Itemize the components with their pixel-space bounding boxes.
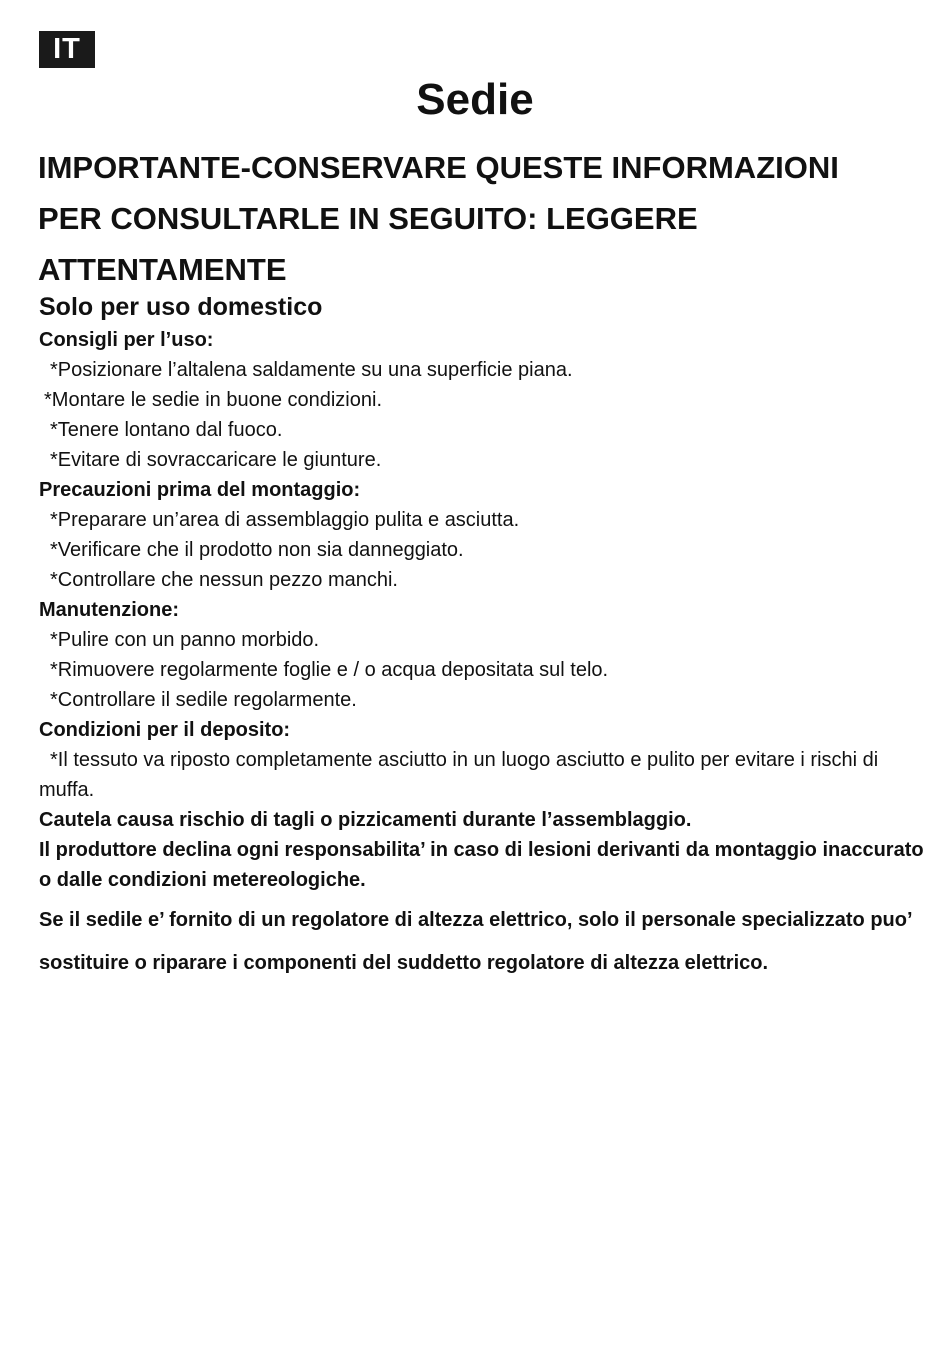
list-item: *Evitare di sovraccaricare le giunture. xyxy=(50,449,382,471)
list-item: *Pulire con un panno morbido. xyxy=(50,629,320,651)
subtitle: Solo per uso domestico xyxy=(39,293,323,321)
list-item: *Posizionare l’altalena saldamente su una superficie piana. xyxy=(50,359,573,381)
section-heading: Consigli per l’uso: xyxy=(39,329,214,351)
document-body xyxy=(39,290,924,985)
section-heading: Precauzioni prima del montaggio: xyxy=(39,479,361,501)
list-item: *Verificare che il prodotto non sia danneggiato. xyxy=(50,539,464,561)
list-item: *Rimuovere regolarmente foglie e / o acqua depositata sul telo. xyxy=(50,659,609,681)
section-precautions xyxy=(39,475,924,595)
section-maintenance xyxy=(39,595,924,715)
important-line: PER CONSULTARLE IN SEGUITO: LEGGERE xyxy=(38,201,698,236)
important-notice xyxy=(38,142,918,295)
caution-warning: Cautela causa rischio di tagli o pizzicamenti durante l’assemblaggio. xyxy=(39,809,692,831)
section-heading: Manutenzione: xyxy=(39,599,179,621)
liability-disclaimer: Il produttore declina ogni responsabilita’ in caso di lesioni derivanti da montaggio inaccurato o dalle condizioni metereologiche. xyxy=(39,839,924,891)
document-title: Sedie xyxy=(416,75,534,124)
electric-regulator-warning: Se il sedile e’ fornito di un regolatore di altezza elettrico, solo il personale specializzato puo’ sostituire o riparare i componenti del suddetto regolatore di altezza elettrico. xyxy=(39,909,912,974)
list-item: *Controllare che nessun pezzo manchi. xyxy=(50,569,398,591)
language-badge: IT xyxy=(39,31,95,68)
list-item: *Montare le sedie in buone condizioni. xyxy=(44,389,382,411)
list-item: *Tenere lontano dal fuoco. xyxy=(50,419,283,441)
list-item: *Preparare un’area di assemblaggio pulita e asciutta. xyxy=(50,509,520,531)
section-usage xyxy=(39,325,924,475)
important-line: ATTENTAMENTE xyxy=(38,252,287,287)
list-item: *Controllare il sedile regolarmente. xyxy=(50,689,357,711)
important-line: IMPORTANTE-CONSERVARE QUESTE INFORMAZIONI xyxy=(38,150,839,185)
section-storage xyxy=(39,715,924,805)
list-item: *Il tessuto va riposto completamente asciutto in un luogo asciutto e pulito per evitare i rischi di muffa. xyxy=(39,749,879,801)
section-heading: Condizioni per il deposito: xyxy=(39,719,291,741)
